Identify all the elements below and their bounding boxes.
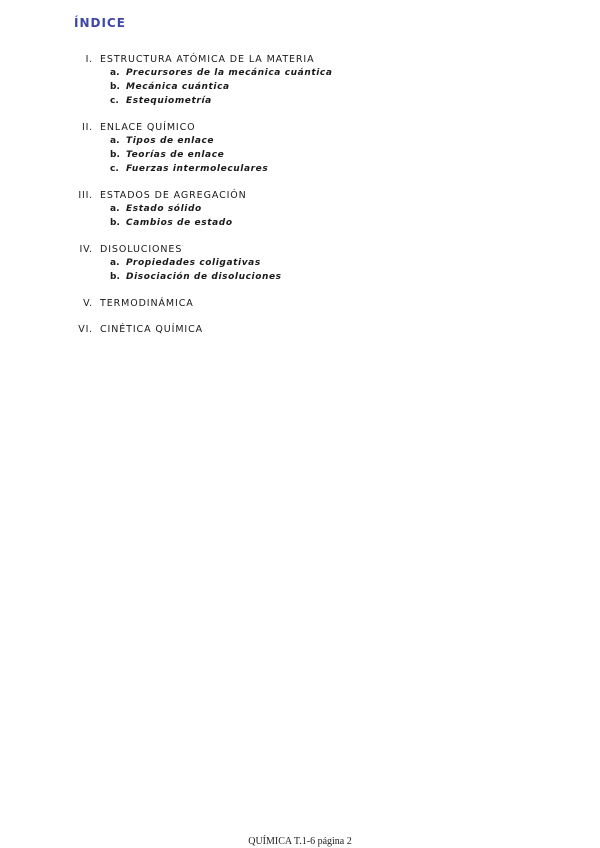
subitem-label: Precursores de la mecánica cuántica: [126, 68, 333, 78]
section-title: TERMODINÁMICA: [100, 298, 194, 309]
subitem-letter: b.: [110, 82, 120, 92]
toc-section: [0, 324, 600, 338]
toc-section: [0, 190, 600, 232]
toc-section-heading: [0, 122, 600, 136]
subitem-label: Teorías de enlace: [126, 150, 225, 160]
subitem-letter: b.: [110, 150, 120, 160]
toc-section-heading: [0, 244, 600, 258]
section-numeral: I.: [85, 54, 93, 65]
toc-section: [0, 54, 600, 110]
subitem-label: Disociación de disoluciones: [126, 272, 282, 282]
toc-subitem: [0, 218, 600, 232]
subitem-letter: a.: [110, 68, 120, 78]
section-title: ESTRUCTURA ATÓMICA DE LA MATERIA: [100, 54, 315, 65]
section-title: DISOLUCIONES: [100, 244, 183, 255]
subitem-letter: c.: [110, 96, 119, 106]
toc-subitem: [0, 96, 600, 110]
subitem-letter: a.: [110, 258, 120, 268]
subitem-letter: c.: [110, 164, 119, 174]
subitem-label: Tipos de enlace: [126, 136, 215, 146]
toc-section: [0, 244, 600, 286]
subitem-letter: b.: [110, 218, 120, 228]
page-title: ÍNDICE: [74, 16, 126, 30]
subitem-letter: b.: [110, 272, 120, 282]
subitem-label: Estado sólido: [126, 204, 202, 214]
section-numeral: VI.: [78, 324, 93, 335]
toc-subitem: [0, 150, 600, 164]
subitem-label: Estequiometría: [126, 96, 212, 106]
section-numeral: IV.: [79, 244, 93, 255]
subitem-label: Fuerzas intermoleculares: [126, 164, 269, 174]
toc-section-heading: [0, 324, 600, 338]
toc-subitem: [0, 258, 600, 272]
toc-section-heading: [0, 298, 600, 312]
subitem-letter: a.: [110, 204, 120, 214]
toc-section-heading: [0, 54, 600, 68]
toc-subitem: [0, 68, 600, 82]
subitem-label: Mecánica cuántica: [126, 82, 230, 92]
toc-subitem: [0, 272, 600, 286]
section-numeral: II.: [81, 122, 93, 133]
toc-subitem: [0, 82, 600, 96]
subitem-letter: a.: [110, 136, 120, 146]
subitem-label: Cambios de estado: [126, 218, 233, 228]
section-numeral: V.: [83, 298, 93, 309]
subitem-label: Propiedades coligativas: [126, 258, 261, 268]
toc-section: [0, 122, 600, 178]
toc-subitem: [0, 204, 600, 218]
section-title: CINÉTICA QUÍMICA: [100, 324, 204, 335]
toc-section-heading: [0, 190, 600, 204]
toc-subitem: [0, 164, 600, 178]
section-numeral: III.: [78, 190, 93, 201]
toc-subitem: [0, 136, 600, 150]
page-footer: QUÍMICA T.1-6 página 2: [248, 836, 352, 847]
section-title: ESTADOS DE AGREGACIÓN: [100, 190, 247, 201]
section-title: ENLACE QUÍMICO: [100, 122, 196, 133]
table-of-contents: [0, 54, 600, 350]
toc-section: [0, 298, 600, 312]
